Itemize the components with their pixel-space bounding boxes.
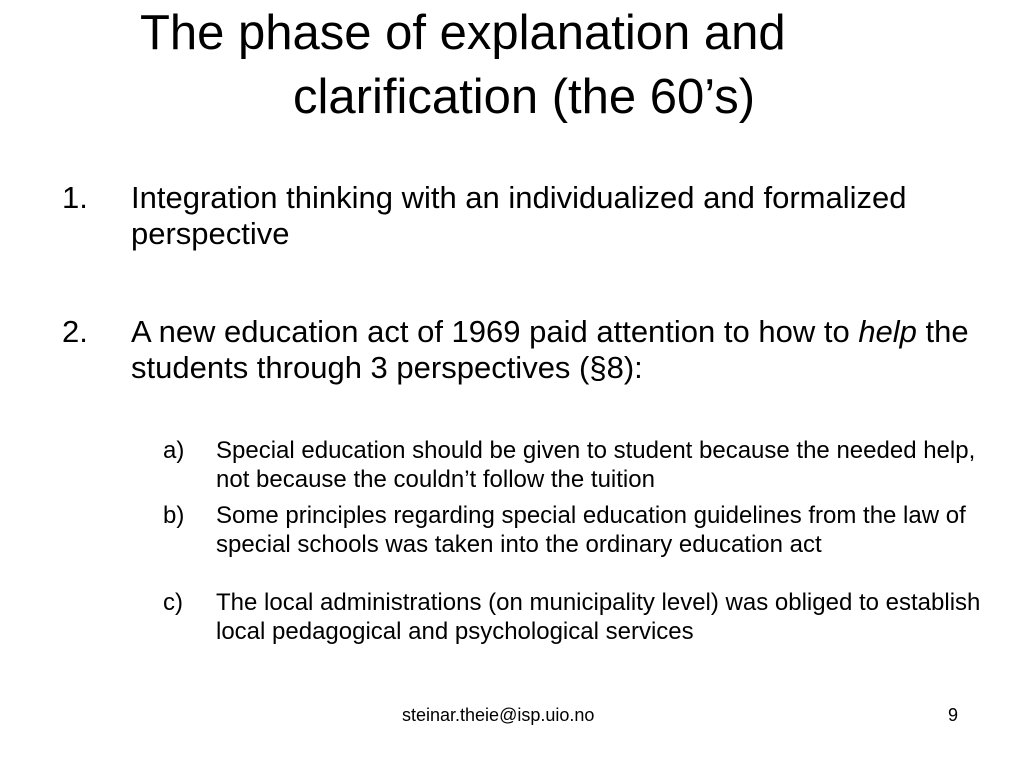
list-item-2-number: 2. [62,314,88,349]
list-item-1-text: Integration thinking with an individualized and formalized perspective [131,180,907,251]
list-item-2-text [131,314,991,386]
list-item-2-text-end: the students through 3 perspectives (§8): [131,314,969,385]
emphasized-word-help: help [858,314,917,349]
sub-item-c-text: The local administrations (on municipality level) was obliged to establish local pedagogical and psychological services [216,589,981,645]
sub-item-a-letter: a) [163,437,185,464]
footer-email: steinar.theie@isp.uio.no [402,705,595,725]
sub-item-a-text: Special education should be given to student because the needed help, not because the couldn’t follow the tuition [216,437,976,493]
sub-item-b-letter: b) [163,502,185,529]
slide-title-line-2: clarification (the 60’s) [293,70,756,124]
sub-item-b-text: Some principles regarding special education guidelines from the law of special schools was taken into the ordinary education act [216,502,966,558]
page-number: 9 [948,705,959,725]
sub-item-c-letter: c) [163,589,183,616]
list-item-2-text-start: A new education act of 1969 paid attention to how to [131,314,859,349]
slide-title-line-1: The phase of explanation and [140,6,786,60]
list-item-1-number: 1. [62,180,88,215]
